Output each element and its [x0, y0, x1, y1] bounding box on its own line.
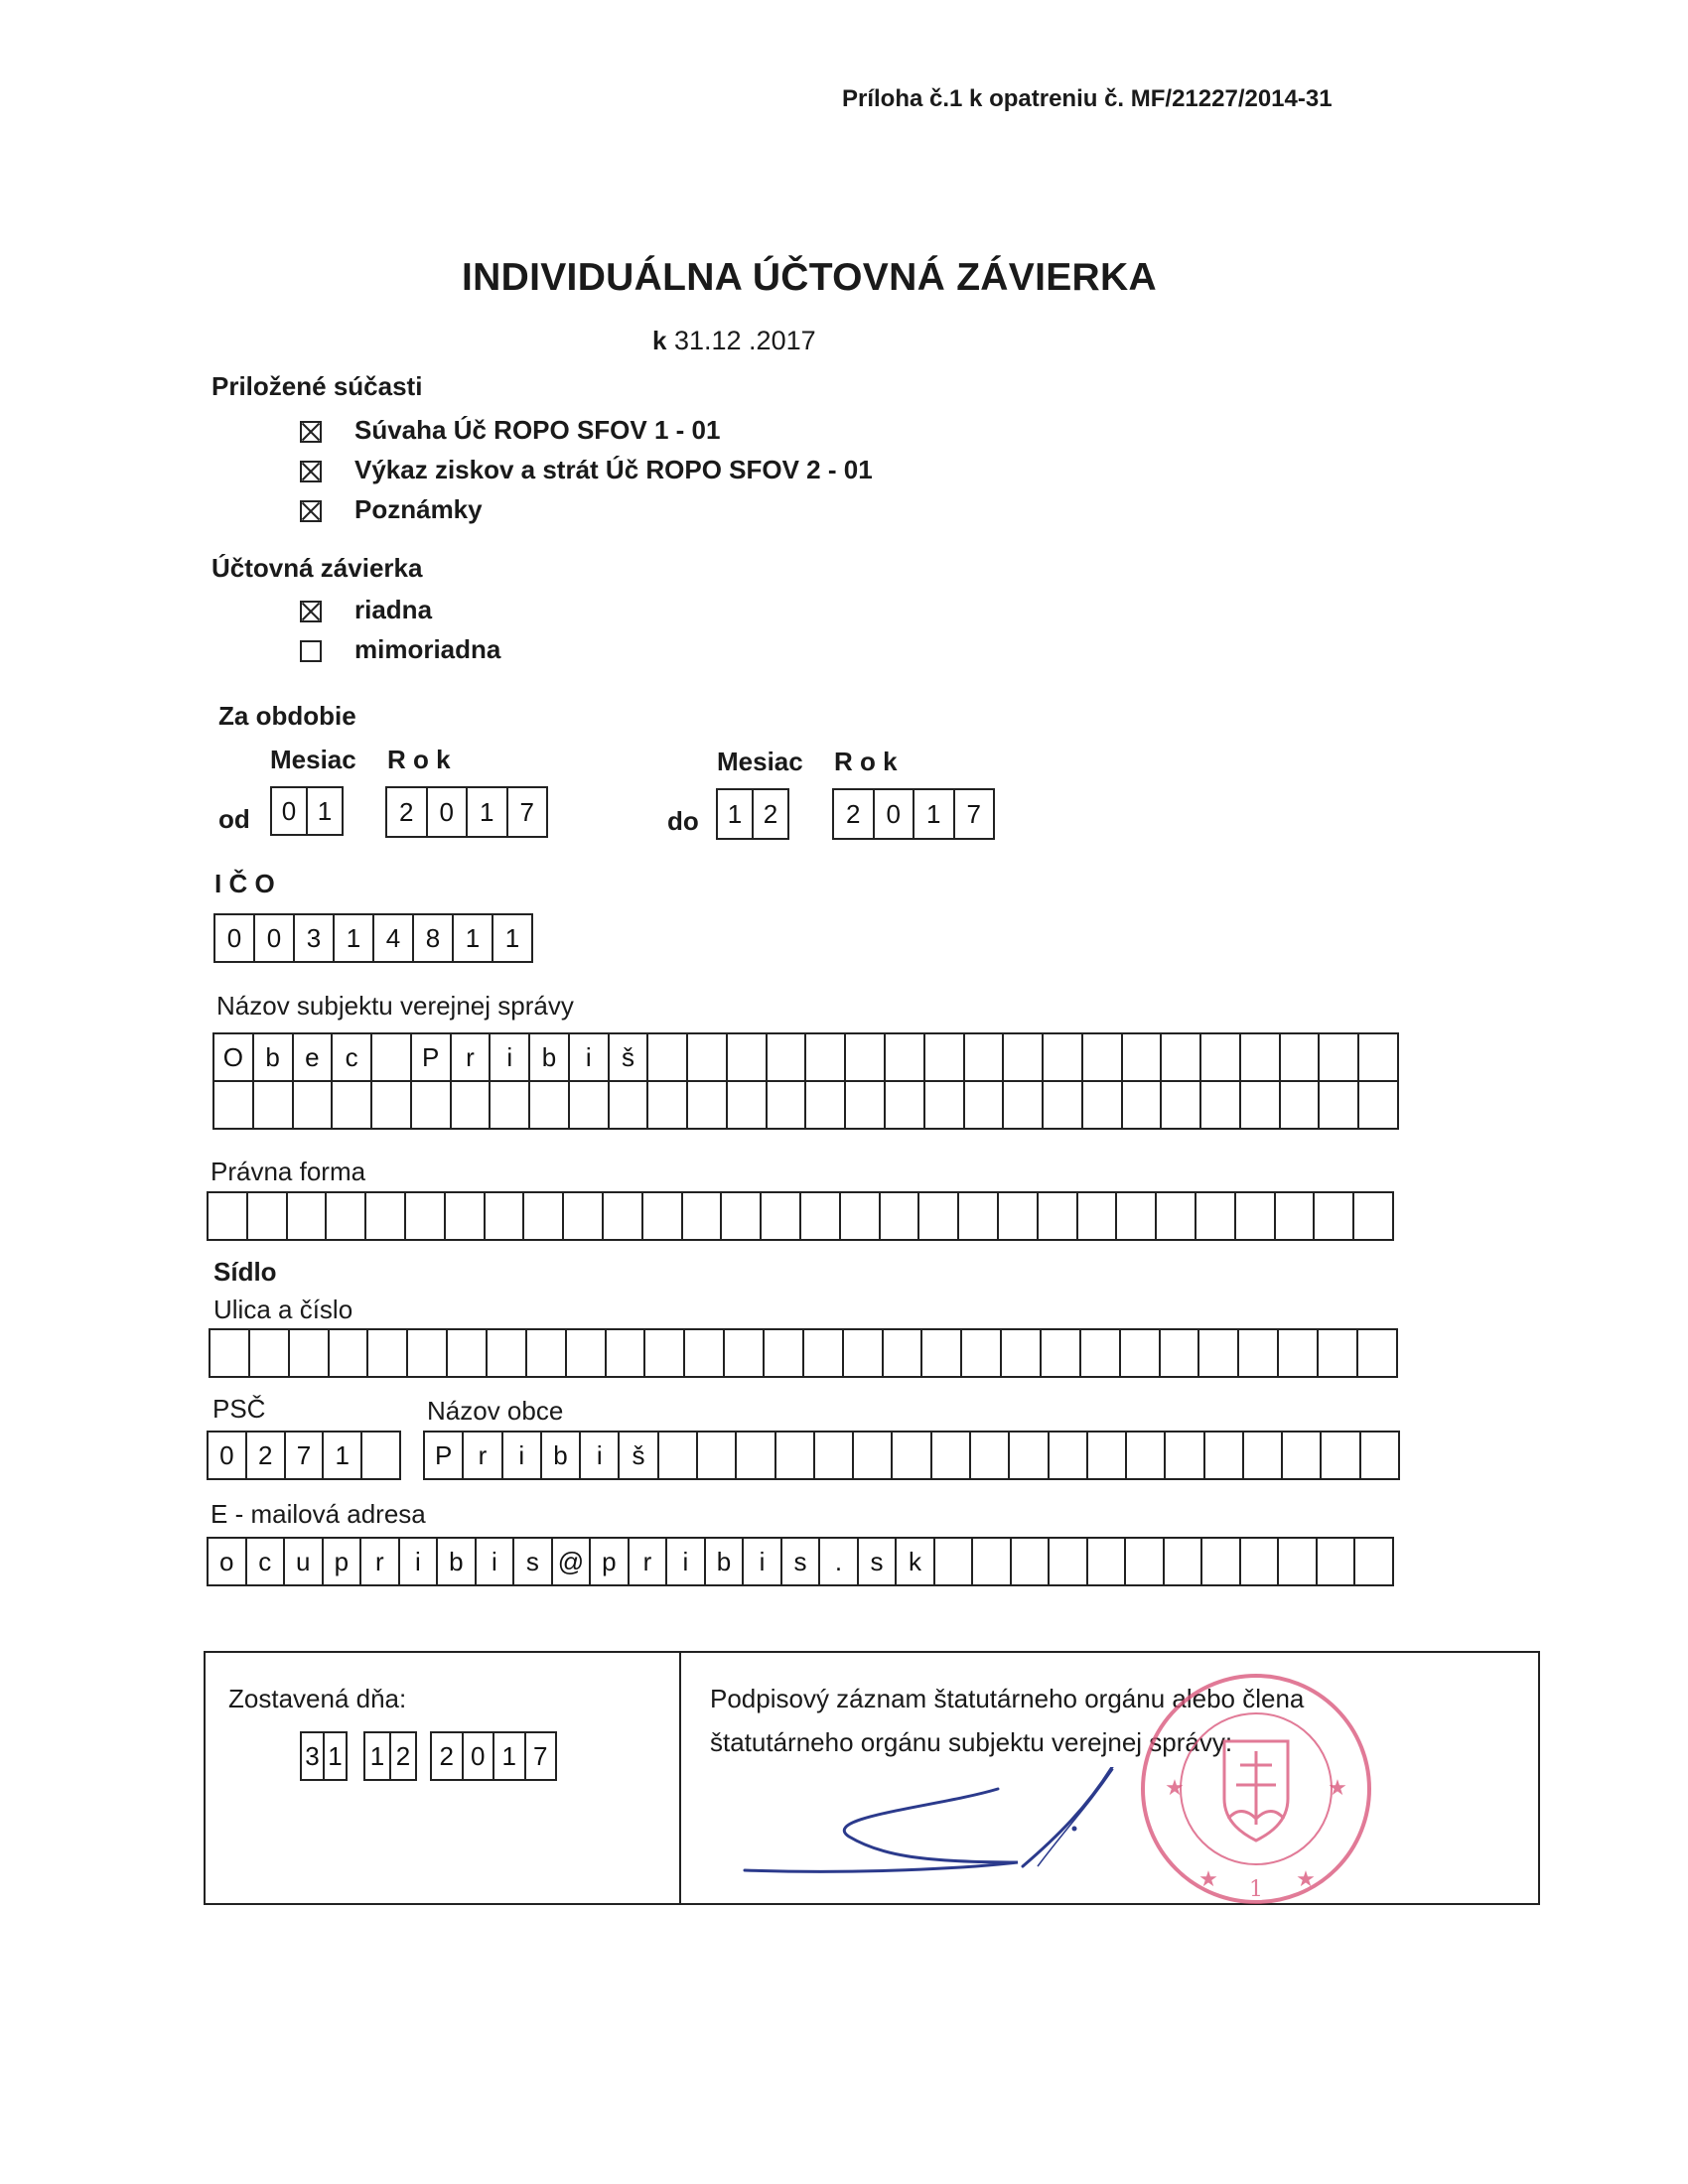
char-cell[interactable] [1002, 1034, 1042, 1080]
legal-form-label: Právna forma [211, 1157, 366, 1186]
char-cell[interactable] [813, 1433, 852, 1478]
char-cell[interactable] [1277, 1330, 1317, 1376]
char-cell[interactable] [1037, 1193, 1076, 1239]
char-cell[interactable]: i [489, 1034, 528, 1080]
char-cell[interactable] [1081, 1034, 1121, 1080]
char-cell[interactable]: 1 [913, 790, 953, 838]
char-cell[interactable]: 1 [727, 799, 743, 829]
char-cell[interactable] [643, 1330, 683, 1376]
char-cell[interactable] [923, 1034, 963, 1080]
email-field[interactable] [207, 1537, 1394, 1586]
ico-heading: I Č O [214, 869, 275, 898]
char-cell[interactable] [735, 1433, 774, 1478]
char-cell[interactable]: b [436, 1539, 475, 1584]
char-cell[interactable] [288, 1330, 328, 1376]
attachment-checkbox-2[interactable] [300, 500, 322, 522]
char-cell[interactable]: 1 [466, 788, 506, 836]
char-cell[interactable] [882, 1330, 921, 1376]
char-cell[interactable] [1234, 1193, 1274, 1239]
char-cell[interactable] [1242, 1433, 1281, 1478]
char-cell[interactable] [605, 1330, 644, 1376]
char-cell[interactable] [696, 1433, 735, 1478]
char-cell[interactable]: P [434, 1440, 453, 1470]
char-cell[interactable] [252, 1082, 292, 1128]
char-cell[interactable]: 7 [506, 788, 547, 836]
char-cell[interactable] [884, 1082, 923, 1128]
char-cell[interactable] [1040, 1330, 1079, 1376]
to-label: do [667, 806, 699, 836]
closing-type-label-1: mimoriadna [354, 634, 501, 664]
char-cell[interactable] [1010, 1539, 1049, 1584]
char-cell[interactable]: 3 [293, 915, 333, 961]
to-month-field[interactable] [716, 788, 789, 840]
char-cell[interactable] [686, 1082, 726, 1128]
signature-block-divider [679, 1651, 681, 1905]
char-cell[interactable] [410, 1082, 450, 1128]
char-cell[interactable]: 0 [226, 923, 242, 953]
char-cell[interactable]: 8 [412, 915, 452, 961]
char-cell[interactable]: s [512, 1539, 551, 1584]
char-cell[interactable] [1203, 1433, 1242, 1478]
attachment-label-1: Výkaz ziskov a strát Úč ROPO SFOV 2 - 01 [354, 455, 873, 484]
handwritten-signature [740, 1767, 1137, 1906]
char-cell[interactable] [774, 1433, 813, 1478]
char-cell[interactable] [248, 1330, 288, 1376]
official-stamp [1137, 1670, 1375, 1908]
char-cell[interactable] [930, 1433, 969, 1478]
char-cell[interactable]: 2 [752, 790, 787, 838]
date-prefix: k [652, 326, 667, 355]
char-cell[interactable]: 1 [323, 1733, 346, 1779]
char-cell[interactable]: s [857, 1539, 896, 1584]
char-cell[interactable] [1081, 1082, 1121, 1128]
char-cell[interactable] [1008, 1433, 1047, 1478]
char-cell[interactable]: š [618, 1433, 656, 1478]
char-cell[interactable] [1076, 1193, 1116, 1239]
char-cell[interactable]: 1 [369, 1741, 385, 1771]
char-cell[interactable]: 0 [253, 915, 293, 961]
char-cell[interactable]: O [222, 1042, 243, 1072]
char-cell[interactable] [1115, 1193, 1155, 1239]
char-cell[interactable]: i [568, 1034, 608, 1080]
to-month-label: Mesiac [717, 747, 803, 776]
char-cell[interactable] [444, 1193, 484, 1239]
char-cell[interactable] [1279, 1082, 1319, 1128]
to-year-field[interactable] [832, 788, 995, 840]
char-cell[interactable]: 1 [333, 915, 372, 961]
char-cell[interactable]: 0 [873, 790, 914, 838]
municipality-label: Názov obce [427, 1396, 564, 1426]
char-cell[interactable] [446, 1330, 486, 1376]
attachment-checkbox-1[interactable] [300, 461, 322, 482]
char-cell[interactable] [1318, 1034, 1357, 1080]
char-cell[interactable] [1239, 1034, 1279, 1080]
char-cell[interactable] [522, 1193, 562, 1239]
char-cell[interactable]: c [331, 1034, 370, 1080]
char-cell[interactable] [799, 1193, 839, 1239]
char-cell[interactable]: i [742, 1539, 780, 1584]
closing-type-checkbox-0[interactable] [300, 601, 322, 622]
closing-type-heading: Účtovná závierka [211, 553, 423, 583]
char-cell[interactable] [565, 1330, 605, 1376]
compiled-month-field[interactable] [363, 1731, 417, 1781]
char-cell[interactable] [292, 1082, 332, 1128]
char-cell[interactable] [370, 1082, 410, 1128]
char-cell[interactable] [681, 1193, 721, 1239]
svg-text:★: ★ [1165, 1776, 1185, 1801]
char-cell[interactable] [1125, 1433, 1164, 1478]
char-cell[interactable] [1160, 1082, 1199, 1128]
char-cell[interactable]: 7 [953, 790, 994, 838]
char-cell[interactable] [370, 1034, 410, 1080]
char-cell[interactable]: 1 [492, 915, 531, 961]
char-cell[interactable] [842, 1330, 882, 1376]
char-cell[interactable] [366, 1330, 406, 1376]
char-cell[interactable] [1277, 1539, 1316, 1584]
char-cell[interactable] [646, 1034, 686, 1080]
char-cell[interactable] [1195, 1193, 1234, 1239]
char-cell[interactable] [1124, 1539, 1163, 1584]
char-cell[interactable]: 2 [439, 1741, 454, 1771]
char-cell[interactable] [1000, 1330, 1040, 1376]
char-cell[interactable] [608, 1082, 647, 1128]
char-cell[interactable]: 4 [372, 915, 412, 961]
from-label: od [218, 804, 250, 834]
char-cell[interactable] [1160, 1034, 1199, 1080]
signature-label-line-2: štatutárneho orgánu subjektu verejnej správy: [710, 1727, 1233, 1757]
signature-label-line-1: Podpisový záznam štatutárneho orgánu alebo člena [710, 1684, 1305, 1713]
char-cell[interactable] [246, 1193, 286, 1239]
char-cell[interactable] [1356, 1330, 1396, 1376]
char-cell[interactable] [960, 1330, 1000, 1376]
char-cell[interactable]: 7 [524, 1733, 556, 1779]
char-cell[interactable] [568, 1082, 608, 1128]
char-cell[interactable]: 1 [492, 1733, 524, 1779]
char-cell[interactable] [726, 1082, 766, 1128]
char-cell[interactable] [1199, 1034, 1239, 1080]
char-cell[interactable]: 3 [305, 1741, 320, 1771]
char-cell[interactable] [1048, 1539, 1086, 1584]
from-month-field[interactable] [270, 786, 344, 836]
closing-type-label-0: riadna [354, 595, 433, 624]
email-label: E - mailová adresa [211, 1499, 426, 1529]
char-cell[interactable] [331, 1082, 370, 1128]
char-cell[interactable] [971, 1539, 1010, 1584]
entity-name-label: Názov subjektu verejnej správy [216, 991, 574, 1021]
date-value: 31.12 .2017 [673, 326, 816, 355]
char-cell[interactable] [804, 1034, 844, 1080]
char-cell[interactable]: p [322, 1539, 360, 1584]
char-cell[interactable] [486, 1330, 525, 1376]
char-cell[interactable]: i [665, 1539, 704, 1584]
char-cell[interactable] [406, 1330, 446, 1376]
char-cell[interactable] [963, 1034, 1003, 1080]
char-cell[interactable] [686, 1034, 726, 1080]
char-cell[interactable]: b [540, 1433, 579, 1478]
ico-field[interactable] [213, 913, 533, 963]
char-cell[interactable] [804, 1082, 844, 1128]
char-cell[interactable]: 2 [245, 1433, 284, 1478]
char-cell[interactable] [726, 1034, 766, 1080]
char-cell[interactable] [404, 1193, 444, 1239]
char-cell[interactable]: r [628, 1539, 666, 1584]
char-cell[interactable] [963, 1082, 1003, 1128]
char-cell[interactable]: 2 [399, 797, 414, 827]
char-cell[interactable] [920, 1330, 960, 1376]
char-cell[interactable] [1320, 1433, 1358, 1478]
seat-heading: Sídlo [213, 1257, 277, 1287]
char-cell[interactable] [802, 1330, 842, 1376]
char-cell[interactable] [1042, 1082, 1081, 1128]
char-cell[interactable] [1313, 1193, 1352, 1239]
char-cell[interactable] [1042, 1034, 1081, 1080]
char-cell[interactable]: 0 [281, 796, 297, 826]
char-cell[interactable] [1200, 1539, 1239, 1584]
char-cell[interactable] [562, 1193, 602, 1239]
char-cell[interactable] [1079, 1330, 1119, 1376]
char-cell[interactable] [1086, 1433, 1125, 1478]
svg-text:★: ★ [1328, 1776, 1347, 1801]
char-cell[interactable] [766, 1082, 805, 1128]
from-month-label: Mesiac [270, 745, 356, 774]
char-cell[interactable]: s [780, 1539, 819, 1584]
char-cell[interactable] [489, 1082, 528, 1128]
char-cell[interactable] [484, 1193, 523, 1239]
char-cell[interactable] [766, 1034, 805, 1080]
char-cell[interactable]: p [589, 1539, 628, 1584]
char-cell[interactable] [1352, 1193, 1392, 1239]
char-cell[interactable]: š [608, 1034, 647, 1080]
char-cell[interactable]: b [528, 1034, 568, 1080]
char-cell[interactable] [657, 1433, 696, 1478]
char-cell[interactable] [683, 1330, 723, 1376]
char-cell[interactable] [852, 1433, 891, 1478]
char-cell[interactable] [1353, 1539, 1392, 1584]
char-cell[interactable] [1357, 1034, 1397, 1080]
char-cell[interactable] [844, 1034, 884, 1080]
period-heading: Za obdobie [218, 701, 356, 731]
char-cell[interactable]: 0 [462, 1733, 493, 1779]
char-cell[interactable] [360, 1433, 399, 1478]
entity-name-row-1[interactable] [212, 1032, 1399, 1082]
char-cell[interactable]: i [579, 1433, 618, 1478]
psc-label: PSČ [212, 1394, 266, 1424]
char-cell[interactable] [891, 1433, 929, 1478]
char-cell[interactable] [879, 1193, 918, 1239]
char-cell[interactable] [325, 1193, 364, 1239]
closing-type-checkbox-1[interactable] [300, 640, 322, 662]
char-cell[interactable] [1279, 1034, 1319, 1080]
char-cell[interactable] [1237, 1330, 1277, 1376]
svg-text:★: ★ [1296, 1867, 1316, 1892]
char-cell[interactable] [646, 1082, 686, 1128]
char-cell[interactable] [839, 1193, 879, 1239]
char-cell[interactable] [1048, 1433, 1086, 1478]
char-cell[interactable] [969, 1433, 1008, 1478]
char-cell[interactable]: r [359, 1539, 398, 1584]
attachment-label-2: Poznámky [354, 494, 483, 524]
char-cell[interactable]: 0 [219, 1440, 234, 1470]
char-cell[interactable] [1159, 1330, 1198, 1376]
char-cell[interactable] [1121, 1082, 1161, 1128]
char-cell[interactable]: 1 [322, 1433, 360, 1478]
char-cell[interactable] [1086, 1539, 1125, 1584]
char-cell[interactable] [1281, 1433, 1320, 1478]
char-cell[interactable]: @ [551, 1539, 590, 1584]
char-cell[interactable] [997, 1193, 1037, 1239]
char-cell[interactable]: i [475, 1539, 513, 1584]
char-cell[interactable] [884, 1034, 923, 1080]
char-cell[interactable] [723, 1330, 763, 1376]
char-cell[interactable] [1316, 1539, 1354, 1584]
char-cell[interactable]: 1 [452, 915, 492, 961]
char-cell[interactable]: P [410, 1034, 450, 1080]
char-cell[interactable]: e [292, 1034, 332, 1080]
svg-text:★: ★ [1198, 1867, 1218, 1892]
reference-note: Príloha č.1 k opatreniu č. MF/21227/2014-31 [842, 85, 1333, 112]
char-cell[interactable] [1155, 1193, 1195, 1239]
attachments-heading: Priložené súčasti [211, 371, 423, 401]
street-field[interactable] [209, 1328, 1398, 1378]
char-cell[interactable]: i [501, 1433, 540, 1478]
compiled-label: Zostavená dňa: [228, 1684, 407, 1713]
char-cell[interactable] [450, 1082, 490, 1128]
char-cell[interactable] [1163, 1539, 1201, 1584]
stamp-number: 1 [1249, 1877, 1263, 1902]
municipality-field[interactable] [423, 1431, 1400, 1480]
char-cell[interactable] [1357, 1082, 1397, 1128]
char-cell[interactable] [1121, 1034, 1161, 1080]
char-cell[interactable] [286, 1193, 326, 1239]
psc-field[interactable] [207, 1431, 401, 1480]
char-cell[interactable] [917, 1193, 957, 1239]
char-cell[interactable] [1274, 1193, 1314, 1239]
attachment-label-0: Súvaha Úč ROPO SFOV 1 - 01 [354, 415, 721, 445]
char-cell[interactable] [528, 1082, 568, 1128]
char-cell[interactable] [328, 1330, 367, 1376]
char-cell[interactable] [1239, 1082, 1279, 1128]
entity-name-row-2[interactable] [212, 1080, 1399, 1130]
char-cell[interactable] [720, 1193, 760, 1239]
char-cell[interactable] [1318, 1082, 1357, 1128]
char-cell[interactable]: i [398, 1539, 437, 1584]
char-cell[interactable]: u [283, 1539, 322, 1584]
char-cell[interactable]: 0 [426, 788, 467, 836]
char-cell[interactable]: o [219, 1547, 234, 1576]
char-cell[interactable]: c [245, 1539, 284, 1584]
char-cell[interactable] [1119, 1330, 1159, 1376]
char-cell[interactable] [641, 1193, 681, 1239]
from-year-field[interactable] [385, 786, 548, 838]
char-cell[interactable]: 1 [306, 788, 342, 834]
char-cell[interactable] [923, 1082, 963, 1128]
char-cell[interactable]: b [704, 1539, 743, 1584]
compiled-year-field[interactable] [430, 1731, 557, 1781]
closing-date [652, 326, 816, 356]
char-cell[interactable] [933, 1539, 972, 1584]
char-cell[interactable] [760, 1193, 799, 1239]
char-cell[interactable]: . [818, 1539, 857, 1584]
char-cell[interactable] [364, 1193, 404, 1239]
char-cell[interactable]: 2 [389, 1733, 415, 1779]
char-cell[interactable]: b [252, 1034, 292, 1080]
char-cell[interactable]: 7 [284, 1433, 323, 1478]
char-cell[interactable] [602, 1193, 641, 1239]
char-cell[interactable] [1002, 1082, 1042, 1128]
char-cell[interactable]: 2 [846, 799, 861, 829]
char-cell[interactable] [1359, 1433, 1398, 1478]
document-title: INDIVIDUÁLNA ÚČTOVNÁ ZÁVIERKA [462, 256, 1157, 299]
attachment-checkbox-0[interactable] [300, 421, 322, 443]
char-cell[interactable] [214, 1082, 252, 1128]
char-cell[interactable] [1239, 1539, 1278, 1584]
char-cell[interactable]: r [462, 1433, 500, 1478]
char-cell[interactable]: k [895, 1539, 933, 1584]
char-cell[interactable] [1317, 1330, 1356, 1376]
char-cell[interactable] [209, 1193, 246, 1239]
compiled-day-field[interactable] [300, 1731, 348, 1781]
from-year-label: R o k [387, 745, 451, 774]
legal-form-field[interactable] [207, 1191, 1394, 1241]
char-cell[interactable] [844, 1082, 884, 1128]
char-cell[interactable] [957, 1193, 997, 1239]
street-label: Ulica a číslo [213, 1295, 353, 1324]
char-cell[interactable] [1199, 1082, 1239, 1128]
char-cell[interactable] [211, 1330, 248, 1376]
char-cell[interactable] [525, 1330, 565, 1376]
to-year-label: R o k [834, 747, 898, 776]
char-cell[interactable] [1197, 1330, 1237, 1376]
char-cell[interactable] [1164, 1433, 1202, 1478]
char-cell[interactable] [763, 1330, 802, 1376]
char-cell[interactable]: r [450, 1034, 490, 1080]
